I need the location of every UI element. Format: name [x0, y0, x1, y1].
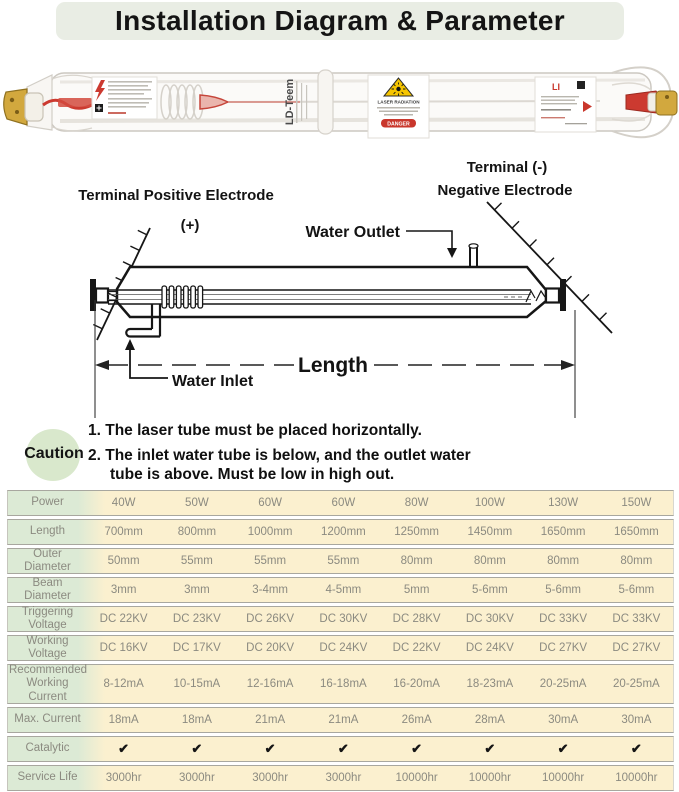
length-label: Length [298, 354, 368, 377]
table-cell: 28mA [474, 714, 505, 726]
table-cell: 18-23mA [466, 678, 514, 690]
table-cell: DC 22KV [392, 642, 441, 654]
table-cell: 3000hr [325, 772, 362, 784]
table-row [7, 707, 674, 733]
anode-gold-cap [4, 89, 27, 125]
table-cell: DC 30KV [319, 613, 368, 625]
table-row [7, 519, 674, 545]
red-text-line [541, 117, 565, 118]
table-cell: 18mA [108, 714, 139, 726]
table-cell: 3000hr [178, 772, 215, 784]
ceramic-ring [25, 93, 43, 121]
table-cell: ✔ [630, 741, 642, 756]
table-cell: 30mA [548, 714, 579, 726]
laser-warning-label [368, 75, 429, 138]
table-cell: 16-18mA [320, 678, 367, 690]
positive-sign-label: (+) [180, 217, 200, 234]
table-cell: 50mm [107, 555, 140, 567]
table-cell: 50W [185, 497, 209, 509]
table-cell: DC 16KV [99, 642, 148, 654]
brand-vertical-text: LD-Teem [284, 78, 296, 126]
negative-electrode-label: Negative Electrode [437, 182, 573, 199]
small-square-icon [577, 81, 585, 89]
left-end-cap [96, 289, 108, 303]
table-cell: 5mm [403, 584, 430, 596]
table-cell: 80mm [400, 555, 433, 567]
electrode-red [58, 98, 92, 107]
table-cell: 1650mm [614, 526, 659, 538]
cap-detail [665, 95, 669, 99]
table-cell: 1250mm [394, 526, 439, 538]
row-label: Catalytic [25, 742, 70, 755]
row-label: Outer Diameter [24, 547, 71, 573]
table-cell: 5-6mm [545, 584, 582, 596]
table-row [7, 664, 674, 704]
spec-label [92, 77, 157, 119]
table-cell: ✔ [191, 741, 203, 756]
table-cell: 55mm [327, 555, 360, 567]
table-cell: 30mA [621, 714, 652, 726]
table-cell: 100W [474, 497, 505, 509]
table-cell: DC 33KV [612, 613, 661, 625]
right-end-cap [546, 289, 559, 303]
table-cell: DC 33KV [539, 613, 588, 625]
caution-item-2-cont: tube is above. Must be low in high out. [110, 466, 395, 483]
table-cell: 20-25mA [613, 678, 660, 690]
caution-badge: Caution [24, 445, 84, 462]
water-inlet-label: Water Inlet [172, 373, 254, 390]
table-cell: DC 30KV [465, 613, 514, 625]
table-row [7, 765, 674, 791]
installation-diagram [0, 150, 679, 422]
page-title: Installation Diagram & Parameter [56, 2, 624, 40]
danger-badge-text: DANGER [387, 121, 410, 128]
terminal-negative-label: Terminal (-) [466, 159, 548, 176]
cap-detail [10, 98, 14, 102]
table-cell: 150W [621, 497, 652, 509]
row-label: Power [31, 496, 64, 509]
table-row [7, 736, 674, 762]
table-cell: 1450mm [467, 526, 513, 538]
instruction-label [535, 77, 596, 132]
table-cell: DC 17KV [172, 642, 221, 654]
table-cell: 10-15mA [173, 678, 221, 690]
table-cell: DC 20KV [246, 642, 295, 654]
table-cell: ✔ [264, 741, 276, 756]
table-cell: 3000hr [105, 772, 142, 784]
table-cell: 80mm [620, 555, 653, 567]
table-row [7, 548, 674, 574]
label-mark-text: LI [552, 82, 560, 92]
table-cell: 4-5mm [325, 584, 362, 596]
warning-title: LASER RADIATION [377, 99, 420, 105]
caution-item-1: 1. The laser tube must be placed horizontally. [88, 422, 422, 439]
water-outlet-label: Water Outlet [305, 224, 400, 241]
row-label: Service Life [17, 771, 78, 784]
table-cell: 10000hr [395, 772, 438, 784]
table-cell: 10000hr [615, 772, 658, 784]
label-red-line [108, 112, 126, 114]
table-cell: 700mm [104, 526, 143, 538]
glass-collar [318, 70, 333, 134]
table-cell: DC 28KV [392, 613, 441, 625]
table-row [7, 635, 674, 661]
table-cell: 55mm [180, 555, 213, 567]
table-cell: 80W [404, 497, 429, 509]
table-cell: DC 27KV [539, 642, 588, 654]
table-cell: 3mm [184, 584, 210, 596]
table-cell: 5-6mm [618, 584, 655, 596]
dimension-arrow-left [95, 360, 109, 370]
laser-tube-photo [0, 55, 679, 155]
table-cell: DC 27KV [612, 642, 661, 654]
table-cell: 26mA [401, 714, 432, 726]
row-label: Working Voltage [26, 634, 69, 660]
table-cell: 1200mm [321, 526, 366, 538]
table-cell: ✔ [484, 741, 496, 756]
outlet-opening [469, 244, 478, 248]
table-cell: 20-25mA [539, 678, 587, 690]
table-cell: 3mm [110, 584, 137, 596]
cathode-gold-cap [656, 91, 677, 115]
parameter-table [7, 490, 674, 792]
table-cell: 3000hr [252, 772, 289, 784]
outlet-leader-line [406, 231, 452, 248]
terminal-positive-label: Terminal Positive Electrode [78, 187, 274, 204]
row-label: Length [29, 525, 66, 538]
table-cell: 3-4mm [252, 584, 289, 596]
table-cell: 21mA [255, 714, 286, 726]
table-cell: ✔ [337, 741, 349, 756]
table-row [7, 577, 674, 603]
table-cell: ✔ [411, 741, 423, 756]
table-cell: ✔ [118, 741, 130, 756]
row-label: Beam Diameter [24, 576, 71, 602]
dimension-arrow-right [561, 360, 575, 370]
outlet-arrowhead [447, 248, 457, 258]
right-flange [560, 279, 566, 311]
table-cell: DC 26KV [246, 613, 295, 625]
table-cell: 10000hr [468, 772, 511, 784]
table-cell: 800mm [177, 526, 217, 538]
table-cell: 18mA [181, 714, 212, 726]
gray-text-line [565, 123, 587, 124]
table-row [7, 490, 674, 516]
table-cell: 12-16mA [246, 678, 294, 690]
table-row [7, 606, 674, 632]
sunburst-icon [396, 87, 400, 91]
table-cell: 1650mm [540, 526, 586, 538]
table-cell: 60W [331, 497, 356, 509]
row-label: Triggering Voltage [21, 605, 74, 631]
table-cell: DC 22KV [99, 613, 148, 625]
table-cell: 16-20mA [393, 678, 440, 690]
table-cell: DC 23KV [172, 613, 221, 625]
table-cell: DC 24KV [319, 642, 368, 654]
table-cell: 80mm [473, 555, 506, 567]
table-cell: 55mm [254, 555, 287, 567]
table-cell: DC 24KV [465, 642, 514, 654]
table-cell: 130W [548, 497, 579, 509]
cap-detail [15, 110, 19, 114]
row-label: Max. Current [14, 713, 81, 726]
table-cell: 21mA [328, 714, 359, 726]
table-cell: 80mm [547, 555, 580, 567]
caution-item-2: 2. The inlet water tube is below, and the outlet water [88, 447, 471, 464]
table-cell: 10000hr [542, 772, 585, 784]
table-cell: 8-12mA [103, 678, 144, 690]
table-cell: 40W [111, 497, 136, 509]
table-cell: 60W [258, 497, 282, 509]
table-cell: 5-6mm [471, 584, 508, 596]
table-cell: ✔ [557, 741, 569, 756]
inlet-leader-line [130, 348, 168, 378]
table-cell: 1000mm [247, 526, 293, 538]
row-label: Recommended Working Current [9, 664, 87, 703]
